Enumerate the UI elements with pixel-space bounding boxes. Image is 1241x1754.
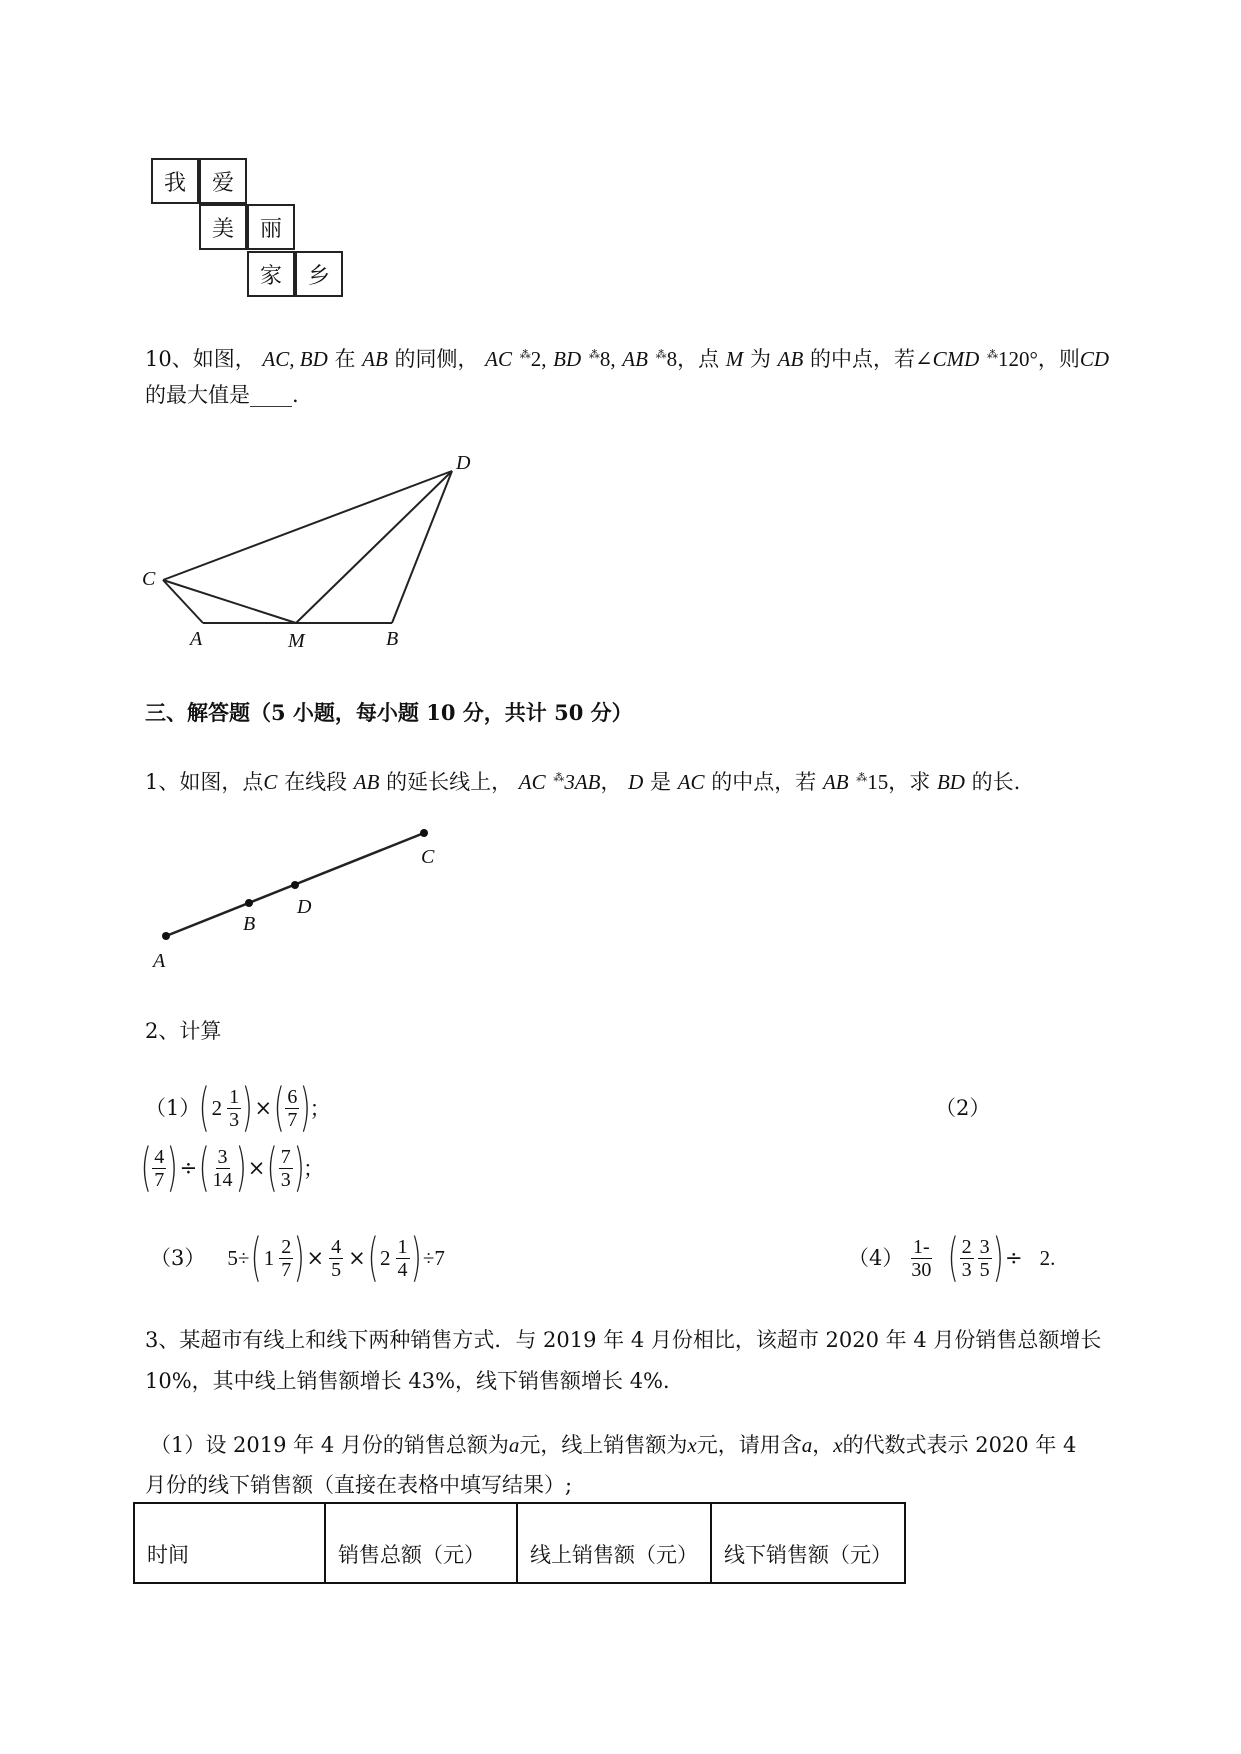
fraction — [211, 1146, 235, 1191]
table-header: 时间 — [134, 1503, 325, 1583]
expression-text: ÷7 — [422, 1245, 445, 1270]
denominator: 4 — [397, 1258, 408, 1281]
q10-line2: 的最大值是____. — [145, 383, 299, 407]
part-label: （1） — [145, 1096, 201, 1120]
q10-var: AB — [777, 347, 804, 371]
numerator: 1 — [229, 1085, 240, 1108]
fraction — [279, 1236, 293, 1281]
fraction — [279, 1146, 293, 1191]
table-header: 线上销售额（元） — [517, 1503, 711, 1583]
segment-MD — [296, 471, 452, 623]
q3-line1: 3、某超市有线上和线下两种销售方式．与 2019 年 4 月份相比，该超市 2020 年 4 月份销售总额增长 — [145, 1328, 1102, 1352]
grid-cell: 美 — [199, 204, 247, 250]
garbled-symbol: ⁂ — [588, 348, 599, 361]
fraction — [329, 1236, 343, 1281]
q1-num: 15 — [867, 770, 889, 794]
numerator: 3 — [979, 1235, 990, 1258]
part-label: （3） — [150, 1246, 206, 1270]
grid-cell: 爱 — [199, 158, 247, 204]
q1-text — [145, 763, 1020, 797]
denominator: 5 — [331, 1258, 342, 1281]
q3-span: 元，请用含 — [696, 1433, 802, 1457]
q2-part1 — [145, 1078, 331, 1138]
garbled-symbol: ⁂ — [655, 348, 666, 361]
left-paren: ( — [140, 1138, 152, 1198]
q10-var: CD — [1079, 347, 1110, 371]
part-label: （4） — [848, 1246, 904, 1270]
q10-var: AB — [362, 347, 388, 371]
q1-span: 1、如图，点 — [145, 770, 264, 794]
q2-title: 2、计算 — [145, 1019, 222, 1043]
q10-num: 2, — [530, 347, 547, 371]
label-M: M — [288, 630, 305, 652]
right-paren: ) — [235, 1138, 247, 1198]
right-paren: ) — [293, 1228, 305, 1288]
q1-figure — [145, 815, 465, 975]
expression-text: 2. — [1039, 1245, 1056, 1270]
point-D — [291, 881, 299, 889]
q1-num: 3AB — [564, 770, 601, 794]
point-B — [245, 899, 253, 907]
garbled-symbol: ⁂ — [856, 771, 867, 784]
label-B: B — [243, 913, 256, 935]
numerator: 1 — [397, 1235, 408, 1258]
whole-number: 1 — [263, 1245, 275, 1270]
denominator: 3 — [229, 1108, 240, 1131]
fraction — [396, 1236, 410, 1281]
q10-var: AC, BD — [262, 347, 328, 371]
q1-var: D — [628, 770, 644, 794]
q10-line1 — [145, 340, 1109, 374]
q1-var: AC — [677, 770, 705, 794]
q10-num: 120° — [997, 347, 1038, 371]
q3-var: x — [687, 1433, 697, 1457]
label-C: C — [421, 846, 435, 868]
numerator: 6 — [287, 1085, 298, 1108]
numerator: 7 — [280, 1145, 291, 1168]
q1-span: 在线段 — [284, 770, 348, 794]
grid-cell: 乡 — [295, 251, 343, 297]
fraction — [285, 1086, 299, 1131]
q3-span: （1）设 2019 年 4 月份的销售总额为 — [150, 1433, 509, 1457]
q10-num: 8 — [666, 347, 678, 371]
operator: ÷ — [1004, 1246, 1023, 1270]
garbled-symbol: ⁂ — [519, 348, 530, 361]
whole-number: 2 — [211, 1095, 223, 1120]
q3-line2: 10%，其中线上销售额增长 43%，线下销售额增长 4%． — [145, 1369, 685, 1393]
q10-text: 的同侧， — [394, 347, 479, 371]
denominator: 30 — [911, 1258, 932, 1281]
operator: × — [254, 1096, 273, 1120]
table-header: 销售总额（元） — [325, 1503, 517, 1583]
operator: ÷ — [179, 1156, 198, 1180]
denominator: 3 — [280, 1168, 291, 1191]
left-paren: ( — [273, 1078, 285, 1138]
label-A: A — [190, 628, 203, 650]
q3-span: 的代数式表示 2020 年 4 — [842, 1433, 1077, 1457]
garbled-symbol: ⁂ — [986, 348, 997, 361]
label-D: D — [297, 896, 312, 918]
point-A — [162, 932, 170, 940]
left-paren: ( — [367, 1228, 379, 1288]
numerator: 1- — [913, 1235, 930, 1258]
table-row — [134, 1503, 905, 1583]
q2-part2 — [140, 1138, 324, 1198]
fraction — [978, 1236, 992, 1281]
right-paren: ) — [166, 1138, 179, 1198]
table-header: 线下销售额（元） — [711, 1503, 905, 1583]
fraction — [960, 1236, 974, 1281]
expression-text: 5÷ — [227, 1245, 250, 1270]
label-A: A — [153, 950, 166, 972]
q1-span: 是 — [650, 770, 672, 794]
sales-table — [133, 1502, 906, 1584]
q1-var: AB — [822, 770, 849, 794]
q1-var: AC — [518, 770, 546, 794]
label-C: C — [142, 568, 156, 590]
whole-number: 2 — [380, 1245, 391, 1270]
q3-line4: 月份的线下销售额（直接在表格中填写结果）; — [145, 1473, 573, 1497]
q10-text: 10、如图， — [145, 347, 256, 371]
grid-cell: 我 — [151, 158, 199, 204]
q1-var: BD — [936, 770, 965, 794]
q3-var: a — [801, 1433, 813, 1457]
q10-num: 8, — [599, 347, 616, 371]
grid-cell: 丽 — [247, 204, 295, 250]
segment-CD — [163, 471, 452, 580]
q10-text: 为 — [749, 347, 771, 371]
right-paren: ) — [293, 1138, 305, 1198]
denominator: 3 — [961, 1258, 972, 1281]
denominator: 7 — [154, 1168, 165, 1191]
numerator: 4 — [331, 1235, 342, 1258]
numerator: 2 — [281, 1235, 292, 1258]
q10-var: M — [725, 347, 744, 371]
garbled-symbol: ⁂ — [553, 771, 564, 784]
punctuation: ； — [309, 1097, 331, 1121]
grid-cell: 家 — [247, 251, 295, 297]
q3-span: ， — [812, 1433, 834, 1457]
q10-var: AB — [622, 347, 648, 371]
q1-span: ， — [600, 770, 622, 794]
denominator: 14 — [212, 1168, 233, 1191]
point-C — [420, 829, 428, 837]
q10-figure — [130, 445, 490, 655]
q1-span: ，求 — [888, 770, 931, 794]
fraction — [152, 1146, 166, 1191]
fraction — [227, 1086, 241, 1131]
left-paren: ( — [947, 1228, 960, 1288]
q10-var: AC — [485, 347, 512, 371]
left-paren: ( — [198, 1138, 210, 1198]
q1-span: 的中点，若 — [711, 770, 817, 794]
q10-var: ∠CMD — [915, 347, 980, 371]
q1-span: 的延长线上， — [386, 770, 513, 794]
section-heading: 三、解答题（5 小题，每小题 10 分，共计 50 分） — [145, 700, 633, 725]
numerator: 3 — [217, 1145, 228, 1168]
numerator: 4 — [154, 1145, 165, 1168]
q1-var: C — [263, 770, 278, 794]
q3-var: x — [833, 1433, 843, 1457]
punctuation: ； — [303, 1157, 324, 1181]
numerator: 2 — [961, 1235, 972, 1258]
operator: × — [348, 1246, 366, 1270]
q10-text: 在 — [334, 347, 356, 371]
q2-part3 — [150, 1228, 448, 1288]
label-B: B — [386, 628, 399, 650]
denominator: 7 — [281, 1258, 292, 1281]
left-paren: ( — [266, 1138, 279, 1198]
left-paren: ( — [198, 1078, 211, 1138]
q10-text: ，点 — [677, 347, 720, 371]
q2-part4 — [848, 1228, 1058, 1288]
operator: × — [306, 1246, 325, 1270]
right-paren: ) — [992, 1228, 1004, 1288]
q1-span: 的长. — [971, 770, 1021, 794]
fraction — [909, 1236, 933, 1281]
q10-var: BD — [553, 347, 582, 371]
label-D: D — [456, 452, 471, 474]
q10-text: 的中点，若 — [810, 347, 915, 371]
right-paren: ) — [299, 1078, 312, 1138]
q3-span: 元，线上销售额为 — [519, 1433, 688, 1457]
right-paren: ) — [241, 1078, 253, 1138]
q3-sub1 — [150, 1430, 1076, 1460]
left-paren: ( — [250, 1228, 263, 1288]
q10-text: ，则 — [1037, 347, 1080, 371]
q1-var: AB — [353, 770, 380, 794]
segment-BD — [392, 471, 452, 623]
operator: × — [247, 1156, 266, 1180]
part-label: （2） — [935, 1096, 991, 1120]
right-paren: ) — [410, 1228, 422, 1288]
denominator: 5 — [979, 1258, 990, 1281]
q3-var: a — [508, 1433, 520, 1457]
denominator: 7 — [287, 1108, 298, 1131]
